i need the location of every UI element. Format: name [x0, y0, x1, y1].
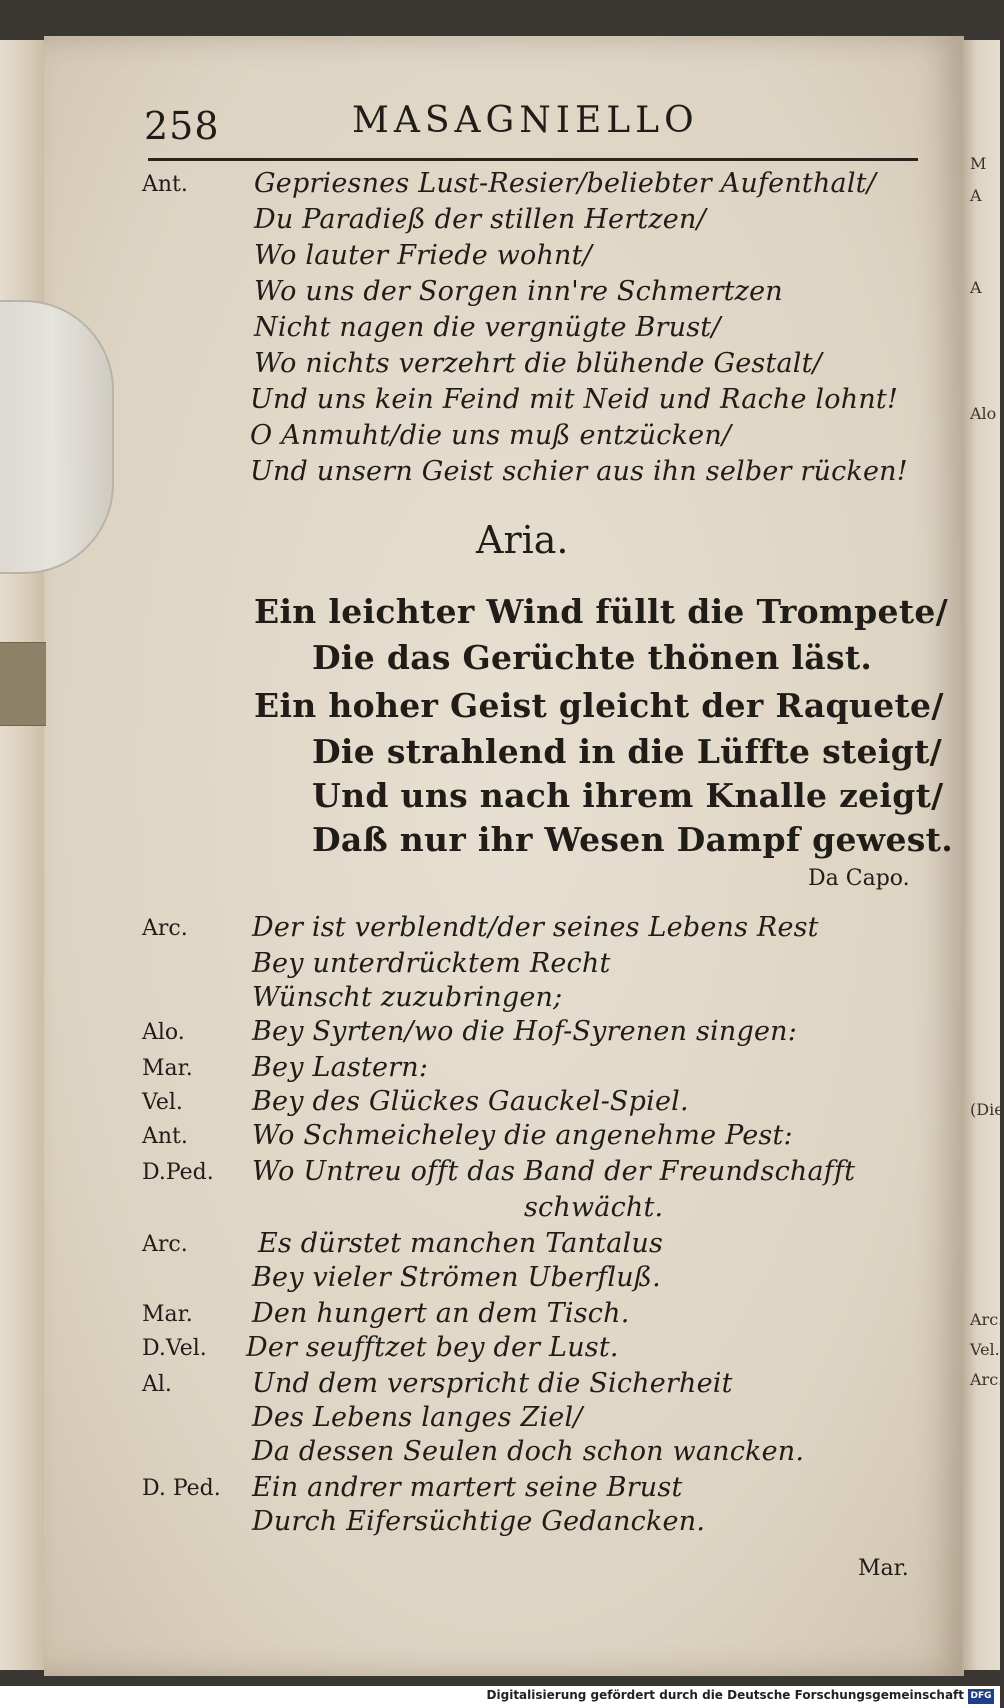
speaker-label: Alo. — [142, 1020, 185, 1045]
facing-page-fragment: A — [970, 186, 982, 205]
speaker-label: Al. — [142, 1372, 172, 1397]
verse-line: Nicht nagen die vergnügte Brust/ — [254, 312, 721, 343]
facing-page-edge — [962, 40, 1004, 1670]
facing-page-fragment: Vel. — [970, 1340, 1000, 1359]
speaker-label: Ant. — [142, 1124, 188, 1149]
speaker-label: D.Ped. — [142, 1160, 214, 1185]
aria-line: Daß nur ihr Wesen Dampf gewest. — [312, 820, 954, 859]
aria-line: Die das Gerüchte thönen läst. — [312, 638, 873, 677]
verse-line: schwächt. — [524, 1192, 664, 1223]
verse-line: Ein andrer martert seine Brust — [252, 1472, 683, 1503]
verse-line: Bey Lastern: — [252, 1052, 429, 1083]
speaker-label: Mar. — [142, 1302, 193, 1327]
verse-line: Da dessen Seulen doch schon wancken. — [252, 1436, 805, 1467]
running-title: MASAGNIELLO — [352, 100, 699, 141]
verse-line: Gepriesnes Lust-Resier/beliebter Aufenthalt/ — [254, 168, 877, 199]
verse-line: Du Paradieß der stillen Hertzen/ — [254, 204, 706, 235]
dfg-logo-icon: DFG — [968, 1689, 994, 1704]
aria-line: Ein hoher Geist gleicht der Raquete/ — [254, 686, 944, 725]
verse-line: Bey vieler Strömen Uberfluß. — [252, 1262, 661, 1293]
facing-page-fragment: M — [970, 154, 987, 173]
verse-line: Bey des Glückes Gauckel-Spiel. — [252, 1086, 689, 1117]
verse-line: Es dürstet manchen Tantalus — [258, 1228, 664, 1259]
aria-line: Ein leichter Wind füllt die Trompete/ — [254, 592, 949, 631]
footer-bar — [0, 1686, 1000, 1708]
facing-page-fragment: Alo — [970, 404, 997, 423]
verse-line: Bey Syrten/wo die Hof-Syrenen singen: — [252, 1016, 798, 1047]
aria-heading: Aria. — [476, 518, 569, 562]
verse-line: Und unsern Geist schier aus ihn selber rücken! — [250, 456, 908, 487]
verse-line: Und dem verspricht die Sicherheit — [252, 1368, 733, 1399]
verse-line: Wo Untreu offt das Band der Freundschafft — [252, 1156, 856, 1187]
speaker-label: Vel. — [142, 1090, 183, 1115]
facing-page-fragment: A — [970, 278, 982, 297]
facing-page-fragment: (Die — [970, 1100, 1004, 1119]
speaker-label: Ant. — [142, 172, 188, 197]
page-header — [144, 96, 924, 146]
page-holder-clip — [0, 300, 114, 574]
facing-page-fragment: Arc. — [970, 1370, 1004, 1389]
speaker-label: D. Ped. — [142, 1476, 221, 1501]
aria-line: Die strahlend in die Lüffte steigt/ — [312, 732, 942, 771]
book-edge-left — [0, 40, 49, 1670]
page-tab-marker — [0, 642, 46, 726]
verse-line: Der seufftzet bey der Lust. — [246, 1332, 619, 1363]
verse-line: Den hungert an dem Tisch. — [252, 1298, 630, 1329]
verse-line: Wo lauter Friede wohnt/ — [254, 240, 592, 271]
catchword: Mar. — [858, 1556, 909, 1581]
footer-credit: Digitalisierung gefördert durch die Deutsche Forschungsgemeinschaft — [486, 1688, 964, 1702]
verse-line: Durch Eifersüchtige Gedancken. — [252, 1506, 706, 1537]
verse-line: Der ist verblendt/der seines Lebens Rest — [252, 912, 819, 943]
verse-line: Wo nichts verzehrt die blühende Gestalt/ — [254, 348, 822, 379]
verse-line: O Anmuht/die uns muß entzücken/ — [250, 420, 732, 451]
facing-page-fragment: Arc. — [970, 1310, 1004, 1329]
speaker-label: D.Vel. — [142, 1336, 207, 1361]
verse-line: Und uns kein Feind mit Neid und Rache lohnt! — [250, 384, 899, 415]
verse-line: Bey unterdrücktem Recht — [252, 948, 611, 979]
speaker-label: Arc. — [142, 916, 188, 941]
verse-line: Wo Schmeicheley die angenehme Pest: — [252, 1120, 793, 1151]
verse-line: Wo uns der Sorgen inn're Schmertzen — [254, 276, 783, 307]
speaker-label: Mar. — [142, 1056, 193, 1081]
page-number: 258 — [144, 104, 220, 148]
da-capo: Da Capo. — [808, 866, 910, 891]
verse-line: Des Lebens langes Ziel/ — [252, 1402, 583, 1433]
verse-line: Wünscht zuzubringen; — [252, 982, 563, 1013]
speaker-label: Arc. — [142, 1232, 188, 1257]
header-rule — [148, 158, 918, 161]
aria-line: Und uns nach ihrem Knalle zeigt/ — [312, 776, 944, 815]
